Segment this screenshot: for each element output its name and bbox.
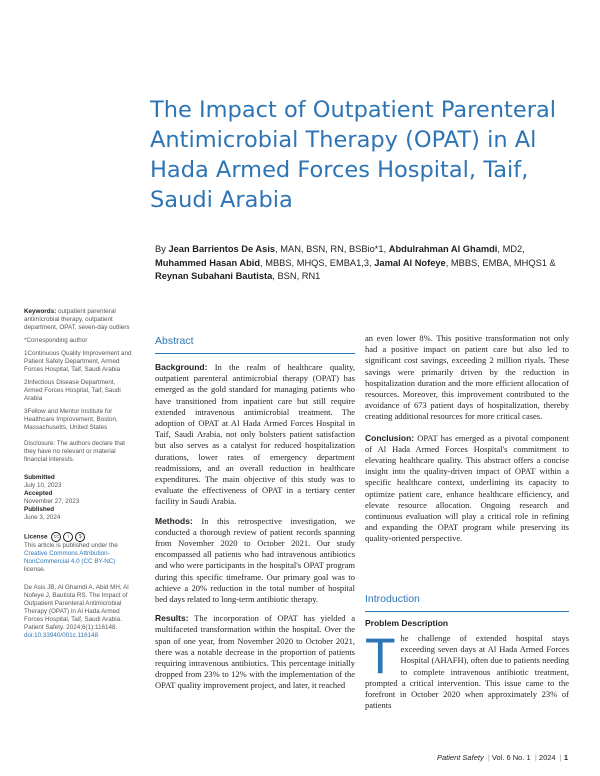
article-title: The Impact of Outpatient Parenteral Antimicrobial Therapy (OPAT) in Al Hada Armed Forces Hospital, Taif, Saudi Arabia	[150, 97, 556, 213]
author-credentials: , MBBS, MHQS, EMBA1,3,	[260, 257, 375, 268]
introduction	[365, 593, 569, 719]
author-name: Jean Barrientos De Asis	[168, 244, 276, 254]
disclosure: Disclosure: The authors declare that they have no relevant or material financial interests.	[24, 440, 126, 463]
submitted-date: Submitted July 10, 2023 Accepted November 27, 2023 Published June 3, 2024	[24, 474, 80, 521]
abstract-conclusion: Conclusion: OPAT has emerged as a pivotal component of Al Hada Armed Forces Hospital's commitment to elevating healthcare quality. This abstract offers a concise insight into the quality-driven impact of OPAT within a specific healthcare context, underlining its capacity to optimize patient care, enhance healthcare efficiency, and elevate resource allocation. Ongoing research and continuous evaluation will play a critical role in refining and expanding the OPAT program while preserving its quality-oriented perspective.	[365, 432, 570, 544]
by-icon: i	[63, 532, 73, 542]
doi-link[interactable]: doi:10.33940/001c.116148	[24, 632, 99, 639]
journal-year: 2024	[538, 753, 556, 762]
abstract-col-2	[365, 333, 569, 553]
introduction-text: The challenge of extended hospital stays exceeding seven days at Al Hada Armed Forces Hospital (AHAFH), often due to patients needing to complete intravenous antibiotic treatment, prompted a critical intervention. This issue came to the forefront in October 2020 when approximately 23% of patients	[365, 628, 569, 711]
author-name: Muhammed Hasan Abid	[155, 257, 261, 268]
abstract-rule	[155, 353, 355, 354]
journal-name: Patient Safety	[437, 753, 484, 762]
abstract-results: Results: The incorporation of OPAT has yielded a multifaceted transformation within the hospital. Over the span of one year, from November 2020 to October 2021, there was a notable decrease in the proportion of patients requiring intravenous antibiotics. This percentage initially dropped from 23% to 12% with the implementation of the OPAT quality improvement project, and later, it reached	[155, 613, 355, 691]
sidebar	[24, 308, 134, 645]
author-credentials: , MBBS, EMBA, MHQS1 &	[445, 257, 556, 268]
introduction-heading: Introduction	[365, 593, 420, 605]
author-list	[155, 243, 565, 284]
license: License cc i $ This article is published under the Creative Commons Attribution-NonCommercial 4.0 (CC BY-NC) license.	[24, 533, 118, 573]
corresponding-author: *Corresponding author	[24, 337, 88, 344]
affiliation-2: 2Infectious Disease Department, Armed Forces Hospital, Taif, Saudi Arabia	[24, 379, 121, 402]
page-number: 1	[563, 753, 568, 762]
citation: De Asis JB, Al Ghamdi A, Abid MH, Al Nofeye J, Bautista RS. The Impact of Outpatient Parenteral Antimicrobial Therapy (OPAT) in Al Hada Armed Forces Hospital, Taif, Saudi Arabia. Patient Safety. 2024;6(1):116148. doi:10.33940/001c.116148	[24, 584, 129, 639]
author-credentials: , BSN, RN1	[272, 271, 321, 281]
problem-description-heading: Problem Description	[365, 618, 449, 628]
affiliation-1: 1Continuous Quality Improvement and Patient Safety Department, Armed Forces Hospital, Taif, Saudi Arabia	[24, 350, 132, 373]
abstract-col-1	[155, 335, 355, 700]
abstract-methods: Methods: In this retrospective investigation, we conducted a thorough review of patient records spanning from November 2020 to October 2021. Our study encompassed all patients who had intravenous antibiotics and who were participants in the hospital's OPAT program during this specific timeframe. Our primary goal was to achieve a 20% reduction in the total number of hospital bed days related to long-term antibiotic therapy.	[155, 515, 355, 605]
author-name: Jamal Al Nofeye	[374, 257, 446, 268]
keywords: Keywords: outpatient parenteral antimicrobial therapy, outpatient department, OPAT, seven-day outliers	[24, 308, 130, 331]
author-name: Reynan Subahani Bautista	[155, 271, 273, 281]
journal-volume: Vol. 6 No. 1	[491, 753, 531, 762]
authors-by: By	[155, 244, 166, 254]
page-footer: Patient Safety | Vol. 6 No. 1 | 2024 | 1	[437, 753, 568, 762]
license-link[interactable]: Creative Commons Attribution-NonCommercial 4.0 (CC BY-NC)	[24, 550, 116, 565]
cc-icon: cc	[51, 532, 61, 542]
introduction-rule	[365, 611, 569, 612]
dropcap: T	[365, 628, 396, 684]
author-credentials: , MAN, BSN, RN, BSBio*1,	[275, 244, 389, 254]
author-credentials: , MD2,	[497, 244, 525, 254]
affiliation-3: 3Fellow and Mentor Institute for Healthcare Improvement, Boston, Massachusetts, United States	[24, 408, 118, 431]
nc-icon: $	[75, 532, 85, 542]
author-name: Abdulrahman Al Ghamdi	[388, 244, 498, 254]
abstract-results-cont: an even lower 8%. This positive transformation not only had a positive impact on patient care but also led to significant cost savings, exceeding 2 million riyals. These savings were primarily driven by the reduction in hospitalization duration and the more efficient allocation of resources. Moreover, this improvement contributed to the avoidance of 673 patient days of hospitalization, thereby creating additional resources for more critical cases.	[365, 333, 569, 422]
abstract-background: Background: In the realm of healthcare quality, outpatient parenteral antimicrobial therapy (OPAT) has emerged as the gold standard for managing patients who have transitioned from inpatient care but still require extended intravenous antimicrobial treatment. The adoption of OPAT at Al Hada Armed Forces Hospital in Taif, Saudi Arabia, not only bolsters patient satisfaction but also serves as a catalyst for reduced hospitalization durations, lower rates of emergency department readmissions, and an overall reduction in healthcare expenditures. The main objective of this study was to evaluate the effectiveness of OPAT in a tertiary center facility in Saudi Arabia.	[155, 362, 355, 507]
abstract-heading: Abstract	[155, 335, 194, 347]
